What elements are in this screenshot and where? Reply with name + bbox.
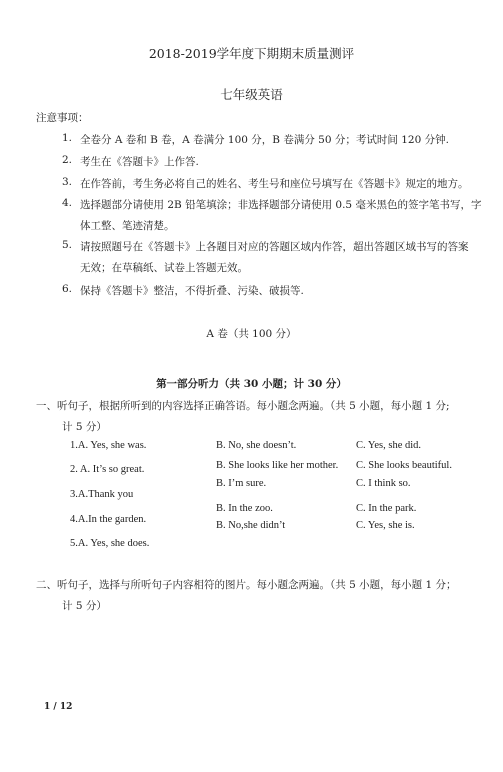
section1-instructions-cont: 计 5 分） (62, 421, 107, 433)
notice-item-text: 在作答前，考生务必将自己的姓名、考生号和座位号填写在《答题卡》规定的地方。 (80, 178, 469, 190)
question-5-option-a: 5.A. Yes, she does. (70, 538, 150, 549)
section2-instructions: 二、听句子，选择与所听句子内容相符的图片。每小题念两遍。（共 5 小题，每小题 1 分； (36, 579, 457, 591)
question-4-option-a: 4.A.In the garden. (70, 514, 147, 525)
page-number: 1 / 12 (44, 702, 73, 712)
section2-instructions-cont: 计 5 分） (62, 600, 107, 612)
notice-item-number: 5. (62, 239, 73, 251)
exam-title: 2018-2019学年度下期期末质量测评 (148, 46, 355, 61)
notice-item-text: 全卷分 A 卷和 B 卷，A 卷满分 100 分，B 卷满分 50 分；考试时间 120 分钟. (80, 134, 449, 146)
question-5-option-c: C. Yes, she is. (356, 520, 415, 531)
notice-item-number: 1. (62, 132, 73, 144)
question-3-option-c: C. I think so. (356, 478, 411, 489)
notice-item-number: 3. (62, 176, 73, 188)
notice-item-text-cont: 体工整、笔迹清楚。 (80, 220, 175, 232)
question-4-option-c: C. In the park. (356, 503, 417, 514)
notice-item-number: 4. (62, 197, 73, 209)
notice-item-text: 保持《答题卡》整洁，不得折叠、污染、破损等. (80, 285, 304, 297)
notice-item-text: 请按照题号在《答题卡》上各题目对应的答题区域内作答，超出答题区域书写的答案 (80, 241, 469, 253)
question-2-option-a: 2. A. It’s so great. (70, 464, 145, 475)
question-3-option-a: 3.A.Thank you (70, 489, 134, 500)
exam-subtitle: 七年级英语 (220, 87, 283, 102)
question-5-option-b: B. No,she didn’t (216, 520, 286, 531)
section1-instructions: 一、听句子，根据所听到的内容选择正确答语。每小题念两遍。（共 5 小题，每小题 1 分; (36, 400, 450, 412)
question-1-option-b: B. No, she doesn’t. (216, 440, 297, 451)
notice-item-number: 2. (62, 154, 73, 166)
notice-heading: 注意事项： (36, 112, 89, 124)
paper-a-heading: A 卷（共 100 分） (206, 328, 297, 340)
question-4-option-b: B. In the zoo. (216, 503, 273, 514)
notice-item-text: 选择题部分请使用 2B 铅笔填涂；非选择题部分请使用 0.5 毫米黑色的签字笔书写，字 (80, 199, 482, 211)
question-3-option-b: B. I’m sure. (216, 478, 267, 489)
question-2-option-c: C. She looks beautiful. (356, 460, 452, 471)
notice-item-text: 考生在《答题卡》上作答. (80, 156, 199, 168)
notice-item-number: 6. (62, 283, 73, 295)
part1-heading: 第一部分听力（共 30 小题；计 30 分） (156, 378, 347, 390)
notice-item-text-cont: 无效；在草稿纸、试卷上答题无效。 (80, 262, 248, 274)
question-2-option-b: B. She looks like her mother. (216, 460, 339, 471)
question-1-option-a: 1.A. Yes, she was. (70, 440, 147, 451)
question-1-option-c: C. Yes, she did. (356, 440, 422, 451)
